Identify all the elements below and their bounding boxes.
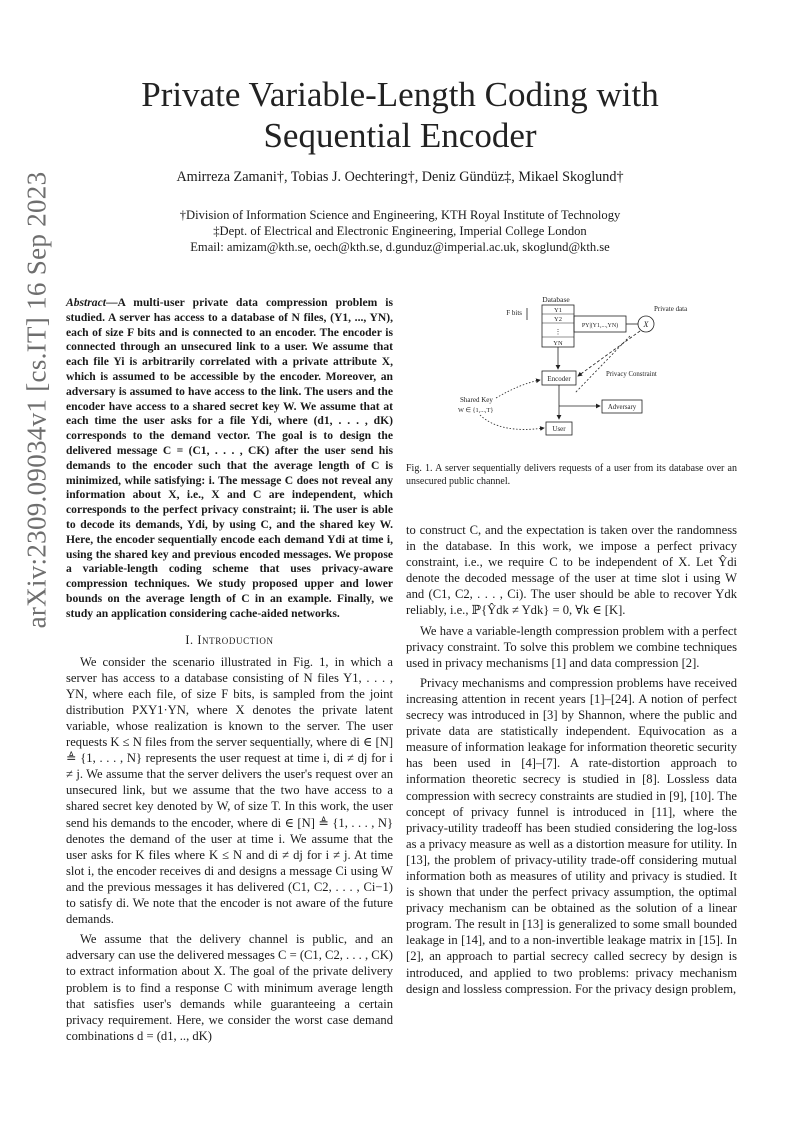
file-y1: Y1 [554,307,562,314]
adversary-label: Adversary [607,404,637,411]
figure-1-caption: Fig. 1. A server sequentially delivers requests of a user from its database over an unsecured public channel. [406,463,737,487]
intro-paragraph: We assume that the delivery channel is public, and an adversary can use the delivered messages C = (C1, C2, . . . , CK) to extract information about X. The goal of the private delivery problem is to find a response C with minimum average length that satisfies user's demands while guaranteeing a certain privacy requirement. Here, we consider the worst case demand combinations d = (d1, .., dK) [66,932,393,1043]
encoder-label: Encoder [547,375,571,383]
privacy-constraint-label: Privacy Constraint [606,371,657,378]
body-paragraph: We have a variable-length compression problem with a perfect privacy constraint. To solve this problem we combine techniques used in privacy mechanisms [1] and data compression [2]. [406,623,737,670]
intro-paragraph: We consider the scenario illustrated in Fig. 1, in which a server has access to a database consisting of N files Y1, . . . , YN, where each file, of size F bits, is sampled from the joint distribution PXY1·YN, where X denotes the private latent variable, whose realization is known to the server. The user requests K ≤ N files from the server sequentially, where di ∈ [N] ≜ {1, . . . , N} represents the user request at time i, di ≠ dj for i ≠ j. We assume that the server delivers the user's request over an unsecured link, but we assume that the two have access to a shared secret key denoted by W, of size T. In this work, the user send his demands to the encoder, where di ∈ [N] ≜ {1, . . . , N} denotes the demand of the user at time i. We assume that the user asks for K files where K ≤ N and di ≠ dj for i ≠ j. At time slot i, the encoder receives di and designs a message Ci using W and the previous messages it has delivered (C1, C2, . . . , Ci−1) to satisfy di. We note that the encoder is not aware of the future demands. [66,654,394,927]
author-list: Amirreza Zamani†, Tobias J. Oechtering†, Deniz Gündüz‡, Mikael Skoglund† [176,169,624,185]
figure-1-diagram [410,294,732,444]
shared-key-label: Shared Key [460,396,493,404]
file-yn: YN [553,340,563,347]
arxiv-watermark [22,120,52,680]
file-dots: ⋮ [554,328,562,336]
abstract-lead: Abstract [66,296,106,309]
private-x-label: X [643,320,649,329]
right-column [406,522,737,1001]
shared-key-set: W ∈ {1,...,T} [458,407,494,414]
section-heading-introduction: I. Introduction [185,632,274,647]
paper-title: Private Variable-Length Coding with Sequential Encoder [141,75,659,155]
affiliations [70,207,730,255]
email-line: Email: amizam@kth.se, oech@kth.se, d.gunduz@imperial.ac.uk, skoglund@kth.se [190,240,610,254]
fbits-label: F bits [506,309,522,317]
file-y2: Y2 [554,316,562,323]
abstract [66,296,393,622]
private-data-label: Private data [654,305,688,313]
arxiv-id: arXiv:2309.09034v1 [cs.IT] 16 Sep 2023 [21,171,52,629]
distribution-label: PY|(Y1,...,YN) [581,323,619,329]
body-paragraph: Privacy mechanisms and compression problems have received increasing attention in recent years [1]–[24]. A notion of perfect secrecy was introduced in [3] by Shannon, where the public and private data are statistically independent. Equivocation as a measure of information leakage for information theoretic security has been used in [4]–[7]. A rate-distortion approach to information theoretic secrecy is studied in [8]. Lossless data compression with secrecy constraints are studied in [9], [10]. The concept of privacy funnel is introduced in [11], where the privacy-utility tradeoff has been studied considering the log-loss as a privacy measure as well as a distortion measure for utility. In [13], the problem of privacy-utility trade-off considering mutual information both as measures of utility and privacy is studied. It is shown that under the perfect privacy assumption, the optimal privacy mechanism can be obtained as the solution of a linear program. The result in [13] is generalized to some small bounded leakage in [14], and to a non-invertible leakage matrix in [15]. In [2], an approach to partial secrecy called secrecy by design is introduced, and applied to two problems: privacy mechanism design and lossless compression. For the privacy design problem, [406,675,737,996]
abstract-text: —A multi-user private data compression problem is studied. A server has access to a database of N files, (Y1, ..., YN), each of size F bits and is connected to an encoder. The encoder is connected through an unsecured link to a user. We assume that each file Yi is arbitrarily correlated with a private attribute X, which is assumed to be accessible by the encoder. Moreover, an adversary is assumed to have access to the link. The users and the encoder have access to a shared secret key W. We assume that at each time the user asks for a file Ydi, where (d1, . . . , dK) corresponds to the demand vector. The goal is to design the delivered message C = (C1, . . . , CK) after the user send his demands to the encoder such that the average length of C is minimized, while satisfying: i. The message C does not reveal any information about X, i.e., X and C are independent, which corresponds to the perfect privacy constraint; ii. The user is able to decode its demands, Ydi, by using C, and the shared key W. Here, the encoder sequentially encode each demand Ydi at time i, using the shared key and previous encoded messages. We propose a variable-length coding scheme that uses privacy-aware compression techniques. We study proposed upper and lower bounds on the average length of C in an example. Finally, we study an application considering cache-aided networks. [66,296,393,620]
database-label: Database [542,295,570,304]
body-paragraph: to construct C, and the expectation is taken over the randomness in the database. In this work, we impose a perfect privacy constraint, i.e., we require C to be independent of X. Let Ŷdi denote the decoded message of the user at time slot i using W and (C1, C2, . . . , Ci). The user should be able to recover Ydk reliably, i.e., ℙ{Ŷdk ≠ Ydk} = 0, ∀k ∈ [K]. [406,523,737,618]
left-column [66,296,393,1048]
affiliation-imperial: ‡Dept. of Electrical and Electronic Engineering, Imperial College London [213,224,587,238]
user-label: User [552,425,566,433]
affiliation-kth: †Division of Information Science and Engineering, KTH Royal Institute of Technology [179,208,621,222]
